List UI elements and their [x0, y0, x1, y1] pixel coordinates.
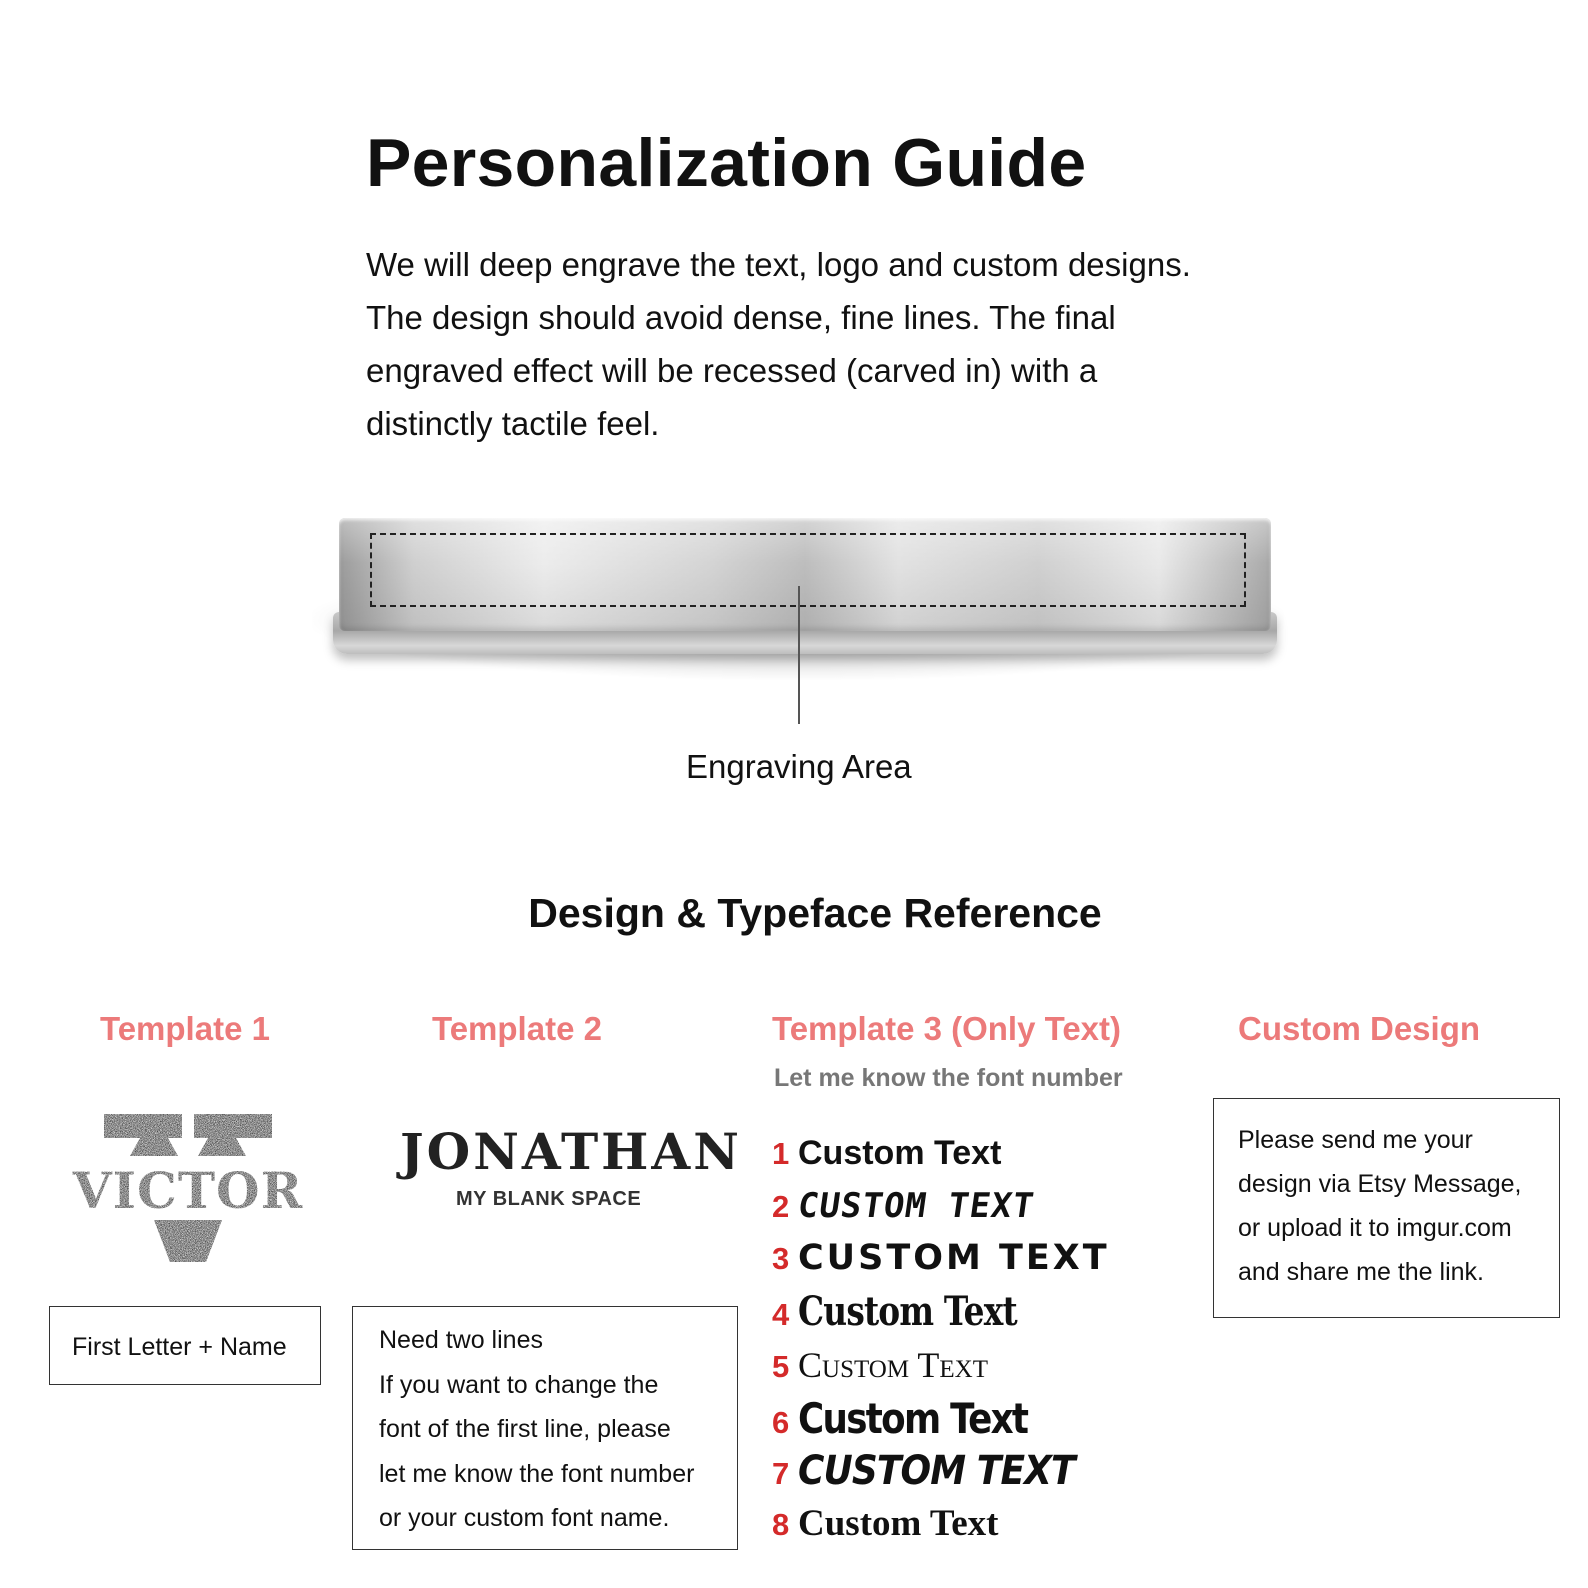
template-3-subheading: Let me know the font number [774, 1064, 1123, 1092]
font-number: 2 [772, 1189, 790, 1224]
note-line: or your custom font name. [379, 1504, 670, 1532]
font-sample: Custom Text [798, 1345, 989, 1385]
font-number: 3 [772, 1241, 790, 1276]
page-title: Personalization Guide [366, 125, 1087, 201]
font-sample: CUSTOM TEXT [795, 1186, 1037, 1226]
font-sample: Custom Text [798, 1503, 999, 1544]
font-option-8 [772, 1502, 998, 1552]
engraving-area-outline [370, 533, 1246, 607]
font-option-3 [772, 1238, 1110, 1288]
font-sample: Custom Text [798, 1134, 1002, 1172]
font-option-1 [772, 1134, 1001, 1184]
intro-line: distinctly tactile feel. [366, 405, 660, 442]
intro-line: The design should avoid dense, fine lines. The final [366, 299, 1116, 336]
font-number: 7 [772, 1456, 790, 1491]
note-line: let me know the font number [379, 1459, 695, 1488]
note-line: and share me the link. [1238, 1258, 1484, 1286]
custom-design-note [1238, 1118, 1521, 1294]
intro-line: engraved effect will be recessed (carved in) with a [366, 352, 1098, 389]
template-2-heading: Template 2 [432, 1010, 602, 1047]
engraving-area-label: Engraving Area [686, 748, 912, 785]
victor-logo-text: VICTOR [72, 1161, 304, 1220]
callout-line [798, 586, 800, 724]
section-title: Design & Typeface Reference [528, 890, 1102, 936]
font-option-4 [772, 1288, 1065, 1338]
template-1-note: First Letter + Name [72, 1333, 287, 1361]
font-number: 8 [772, 1507, 790, 1542]
font-number: 6 [772, 1405, 790, 1440]
font-option-6 [772, 1394, 1068, 1444]
note-line: or upload it to imgur.com [1238, 1214, 1512, 1242]
font-number: 4 [772, 1297, 790, 1332]
font-sample: Custom Text [798, 1288, 1017, 1335]
note-line: If you want to change the [379, 1370, 659, 1399]
template-2-note [379, 1318, 694, 1541]
template-3-heading: Template 3 (Only Text) [772, 1010, 1122, 1047]
font-sample: Custom Text [798, 1394, 1028, 1443]
font-number: 1 [772, 1136, 790, 1171]
custom-design-heading: Custom Design [1238, 1010, 1481, 1047]
jonathan-logo-subtitle: MY BLANK SPACE [456, 1188, 642, 1210]
note-line: font of the first line, please [379, 1415, 671, 1443]
font-sample: CUSTOM TEXT [798, 1238, 1110, 1278]
font-option-7 [772, 1448, 1105, 1498]
intro-paragraph [366, 238, 1296, 450]
note-line: design via Etsy Message, [1238, 1170, 1522, 1198]
jonathan-logo-name: JONATHAN [400, 1122, 742, 1181]
font-sample: CUSTOM TEXT [798, 1448, 1075, 1494]
note-line: Please send me your [1238, 1126, 1473, 1154]
note-line: Need two lines [379, 1326, 543, 1354]
victor-logo-image [68, 1112, 308, 1272]
intro-line: We will deep engrave the text, logo and custom designs. [366, 246, 1191, 283]
font-option-5 [772, 1344, 988, 1394]
template-1-heading: Template 1 [100, 1010, 270, 1047]
font-option-2 [772, 1186, 1037, 1236]
font-number: 5 [772, 1349, 790, 1384]
